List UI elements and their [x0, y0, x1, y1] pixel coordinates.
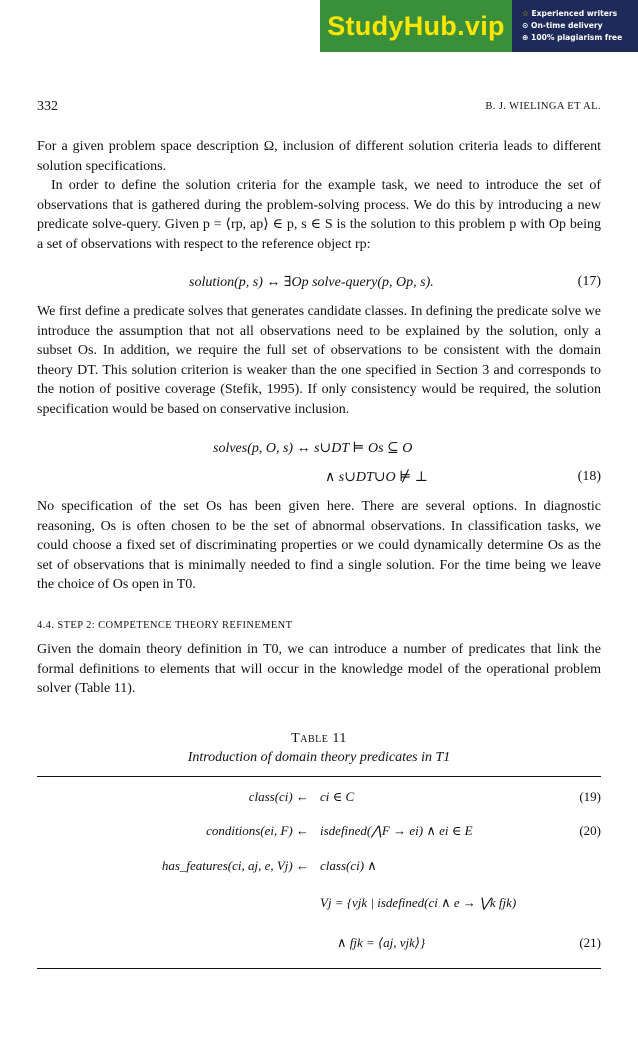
body-text-lower [37, 497, 601, 595]
equation-17-body: solution(p, s) ↔ ∃Op solve-query(p, Op, s). [189, 275, 434, 290]
body-text-bottom [37, 640, 601, 699]
equation-18-line-1-body: solves(p, O, s) ↔ s∪DT ⊨ Os ⊆ O [213, 441, 413, 456]
banner-feature: ☆ Experienced writers [522, 9, 618, 18]
table-bottom-rule [37, 968, 601, 969]
page-number: 332 [37, 99, 58, 114]
banner-feature: ⊕ 100% plagiarism free [522, 33, 623, 42]
table-row: conditions(ei, F) ← isdefined(⋀F → ei) ∧ ei ∈ E (20) [206, 823, 601, 838]
table-top-rule [37, 776, 601, 777]
star-icon: ☆ [522, 9, 529, 18]
body-text-middle [37, 302, 601, 420]
body-text-top [37, 137, 601, 255]
paragraph-3: We first define a predicate solves that generates candidate classes. In defining the predicate solve we introduce the assumption that not all observations need to be explained by the solution, only a subset Os. In addition, we require the full set of observations to be consistent with the domain theory DT. This solution criterion is weaker than the one specified in Section 3 and corresponds to the notion of positive coverage (Stefik, 1995). If only consistency would be required, the solution specification would be based on conservative inclusion. [37, 304, 601, 417]
equation-18-number: (18) [577, 469, 601, 484]
table-row: class(ci) ← ci ∈ C (19) [248, 789, 601, 804]
section-heading: 4.4. STEP 2: COMPETENCE THEORY REFINEMENT [37, 620, 293, 631]
equation-18-line-1 [37, 440, 601, 460]
paragraph-5: Given the domain theory definition in T0, we can introduce a number of predicates that link the formal definitions to elements that will occur in the knowledge model of the operational problem solver (Table 11). [37, 642, 601, 697]
banner-feature: ⊙ On-time delivery [522, 21, 603, 30]
equation-18-line-2-body: ∧ s∪DT∪O ⊭ ⊥ [325, 470, 428, 485]
shield-icon: ⊕ [522, 33, 529, 42]
equation-18-line-2 [37, 469, 601, 489]
clock-icon: ⊙ [522, 21, 529, 30]
table-row: has_features(ci, aj, e, Vj) ← class(ci) ∧ [161, 858, 377, 873]
paragraph-1: For a given problem space description Ω, inclusion of different solution criteria leads to different solution specifications. [37, 139, 601, 174]
promo-banner[interactable] [320, 0, 638, 52]
table-row: ∧ fjk = ⟨aj, vjk⟩} (21) [337, 935, 601, 950]
equation-17-number: (17) [577, 274, 601, 289]
studyhub-logo[interactable]: StudyHub.vip [320, 0, 512, 52]
table-label: Table 11 [291, 731, 347, 746]
table-row: Vj = {vjk | isdefined(ci ∧ e → ⋁k fjk) [320, 895, 517, 910]
table-caption: Introduction of domain theory predicates in T1 [187, 750, 451, 765]
paragraph-2: In order to define the solution criteria for the example task, we need to introduce the set of observations that is gathered during the problem-solving process. We do this by introducing a new predicate solve-query. Given p = ⟨rp, ap⟩ ∈ p, s ∈ S is the solution to this problem p with Op being a set of observations with respect to the reference object rp: [37, 178, 601, 252]
paragraph-4: No specification of the set Os has been given here. There are several options. In diagnostic reasoning, Os is often chosen to be the set of abnormal observations. In classification tasks, we could choose a fixed set of discriminating properties or we could dynamically determine Os as the set of observations that is minimally needed to find a single solution. For the time being we leave the choice of Os open in T0. [37, 499, 601, 593]
banner-features [512, 0, 638, 52]
running-authors: B. J. WIELINGA ET AL. [485, 101, 601, 112]
equation-17 [37, 274, 601, 294]
